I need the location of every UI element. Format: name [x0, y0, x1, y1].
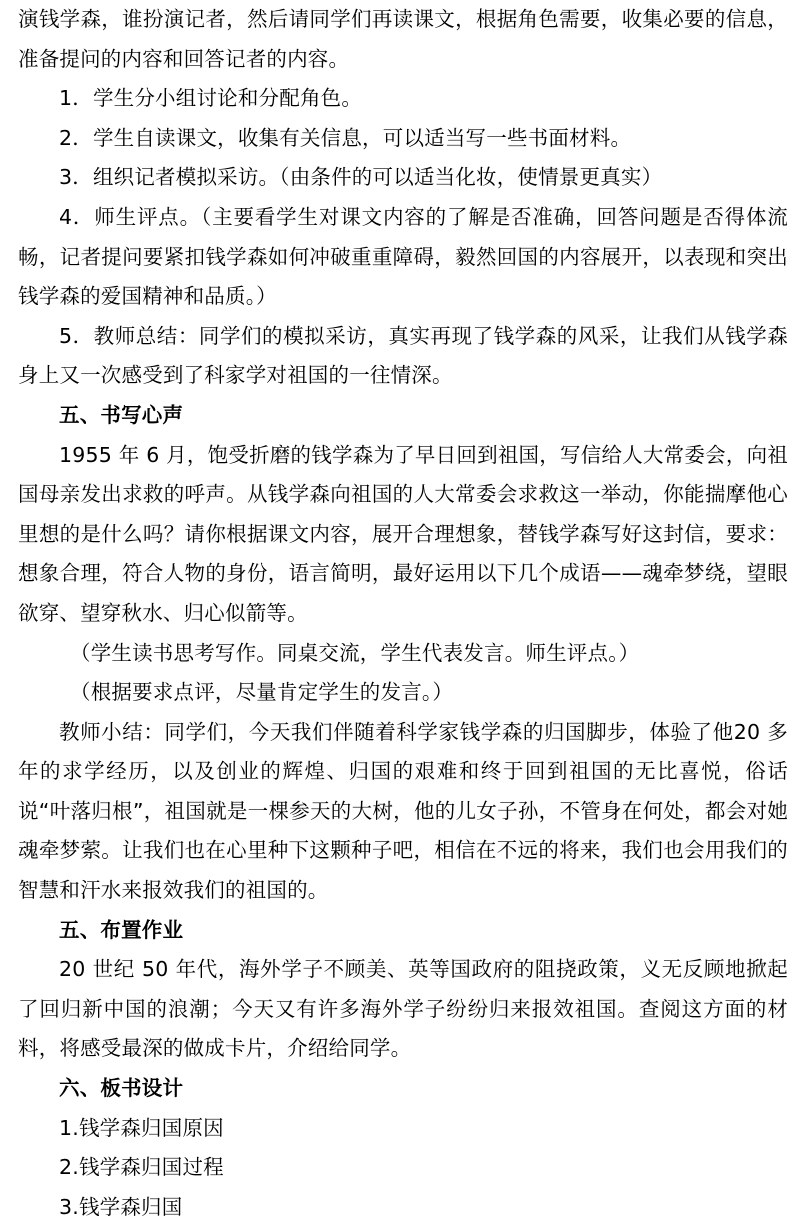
list-item-step-1: 1．学生分小组讨论和分配角色。	[59, 86, 363, 111]
paragraph-step-4-evaluation: 4．师生评点。（主要看学生对课文内容的了解是否准确，回答问题是否得体流畅，记者提问要紧扣钱学森如何冲破重重障碍，毅然回国的内容展开，以表现和突出钱学森的爱国精神和品质。）	[18, 204, 788, 309]
paragraph-writing-task: 1955 年 6 月，饱受折磨的钱学森为了早日回到祖国，写信给人大常委会，向祖国母亲发出求救的呼声。从钱学森向祖国的人大常委会求救这一举动，你能揣摩他心里想的是什么吗？请你根据课文内容，展开合理想象，替钱学森写好这封信，要求：想象合理，符合人物的身份，语言简明，最好运用以下几个成语——魂牵梦绕，望眼欲穿、望穿秋水、归心似箭等。	[18, 442, 788, 625]
section-heading-homework: 五、布置作业	[59, 917, 184, 942]
section-heading-writing: 五、书写心声	[59, 402, 184, 427]
paragraph-writing-note-1: （学生读书思考写作。同桌交流，学生代表发言。师生评点。）	[70, 640, 640, 665]
paragraph-role-preparation: 演钱学森，谁扮演记者，然后请同学们再读课文，根据角色需要，收集必要的信息，准备提问的内容和回答记者的内容。	[18, 7, 788, 71]
paragraph-homework: 20 世纪 50 年代，海外学子不顾美、英等国政府的阻挠政策，义无反顾地掀起了回归新中国的浪潮；今天又有许多海外学子纷纷归来报效祖国。查阅这方面的材料，将感受最深的做成卡片，介绍给同学。	[18, 957, 788, 1061]
paragraph-step-5-summary: 5．教师总结：同学们的模拟采访，真实再现了钱学森的风采，让我们从钱学森身上又一次感受到了科家学对祖国的一往情深。	[18, 323, 788, 388]
blackboard-item-1: 1.钱学森归国原因	[59, 1115, 224, 1140]
paragraph-teacher-conclusion: 教师小结：同学们，今天我们伴随着科学家钱学森的归国脚步，体验了他20 多年的求学经历，以及创业的辉煌、归国的艰难和终于回到祖国的无比喜悦，俗话说“叶落归根”，祖国就是一棵参天的大树，他的儿女子孙，不管身在何处，都会对她魂牵梦萦。让我们也在心里种下这颗种子吧，相信在不远的将来，我们也会用我们的智慧和汗水来报效我们的祖国的。	[18, 719, 788, 903]
document-page	[18, 0, 788, 1219]
section-heading-blackboard: 六、板书设计	[59, 1076, 184, 1101]
list-item-step-3: 3．组织记者模拟采访。（由条件的可以适当化妆，使情景更真实）	[59, 165, 663, 190]
list-item-step-2: 2．学生自读课文，收集有关信息，可以适当写一些书面材料。	[59, 125, 632, 150]
blackboard-item-3: 3.钱学森归国	[59, 1194, 183, 1219]
blackboard-item-2: 2.钱学森归国过程	[59, 1155, 224, 1180]
paragraph-writing-note-2: （根据要求点评，尽量肯定学生的发言。）	[70, 680, 454, 705]
